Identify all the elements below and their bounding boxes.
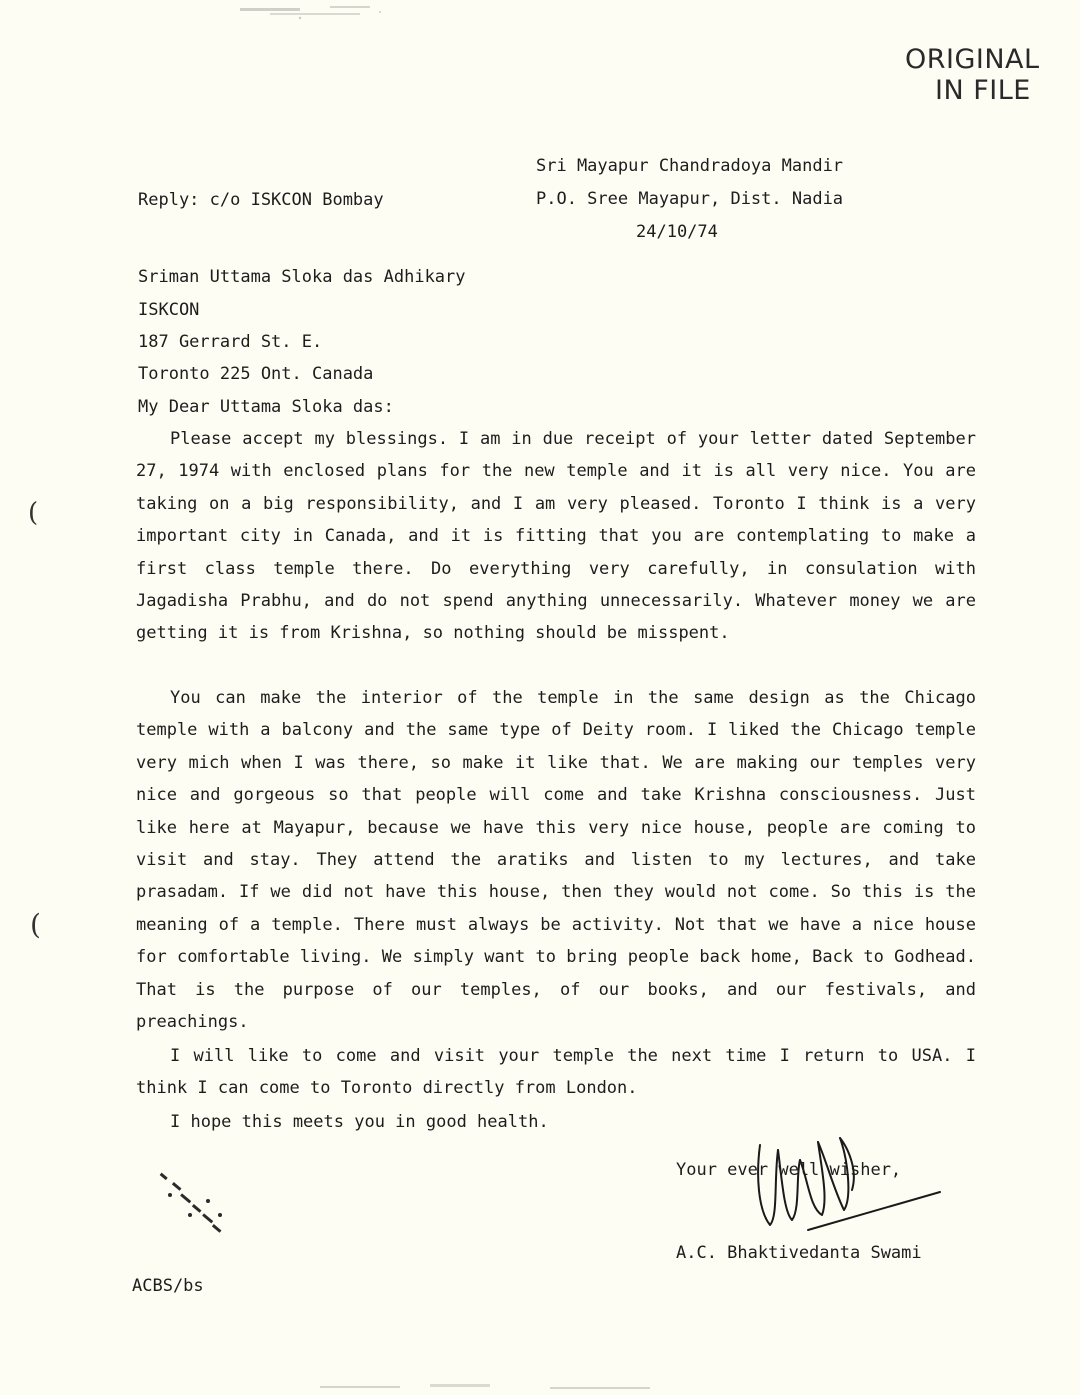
- body-paragraph-1: [136, 423, 976, 650]
- handwritten-signature: [748, 1120, 948, 1245]
- closing: Your ever well wisher,: [676, 1160, 902, 1180]
- paragraph-2-text: You can make the interior of the temple in the same design as the Chicago temple with a balcony and the same type of Deity room. I liked the Chicago temple very mich when I was there, so make it like that. We are making our temples very nice and gorgeous so that people will come and take Krishna consciousness. Just like here at Mayapur, because we have this very nice house, people are coming to visit and stay. They attend the aratiks and listen to my lectures, and take prasadam. If we did not have this house, then they would not come. So this is the meaning of a temple. There must always be activity. Not that we have a nice house for comfortable living. We simply want to bring people back home, Back to Godhead. That is the purpose of our temples, of our books, and our festivals, and preachings.: [136, 688, 976, 1033]
- body-paragraph-2: [136, 682, 976, 1038]
- letterhead-temple: Sri Mayapur Chandradoya Mandir: [536, 156, 844, 176]
- letter-date: 24/10/74: [636, 222, 718, 242]
- reply-address: Reply: c/o ISKCON Bombay: [138, 190, 384, 210]
- recipient-city: Toronto 225 Ont. Canada: [138, 364, 374, 384]
- signatory: A.C. Bhaktivedanta Swami: [676, 1243, 922, 1263]
- stamp-line-1: ORIGINAL: [905, 44, 1040, 75]
- rotated-stamp-mark: [150, 1165, 240, 1245]
- paragraph-3-text: I will like to come and visit your temple the next time I return to USA. I think I can come to Toronto directly from London.: [136, 1046, 976, 1099]
- body-paragraph-3: [136, 1040, 976, 1105]
- paragraph-1-text: Please accept my blessings. I am in due receipt of your letter dated September 27, 1974 with enclosed plans for the new temple and it is all very nice. You are taking on a big responsibility, and I am very pleased. Toronto I think is a very important city in Canada, and it is fitting that you are contemplating to make a first class temple there. Do everything very carefully, in consulation with Jagadisha Prabhu, and do not spend anything unnecessarily. Whatever money we are getting it is from Krishna, so nothing should be misspent.: [136, 429, 976, 644]
- scan-speckle-top: [230, 0, 430, 24]
- scan-speckle-bottom: [300, 1380, 700, 1394]
- recipient-name: Sriman Uttama Sloka das Adhikary: [138, 267, 466, 287]
- paragraph-4-text: I hope this meets you in good health.: [170, 1112, 549, 1132]
- original-in-file-stamp: [905, 44, 1065, 106]
- salutation: My Dear Uttama Sloka das:: [138, 397, 394, 417]
- margin-mark-upper: (: [28, 498, 39, 528]
- margin-mark-lower: (: [30, 908, 41, 941]
- recipient-org: ISKCON: [138, 300, 200, 320]
- letterhead-address: P.O. Sree Mayapur, Dist. Nadia: [536, 189, 844, 209]
- recipient-street: 187 Gerrard St. E.: [138, 332, 323, 352]
- stamp-line-2: IN FILE: [935, 75, 1031, 106]
- typist-initials: ACBS/bs: [132, 1276, 204, 1296]
